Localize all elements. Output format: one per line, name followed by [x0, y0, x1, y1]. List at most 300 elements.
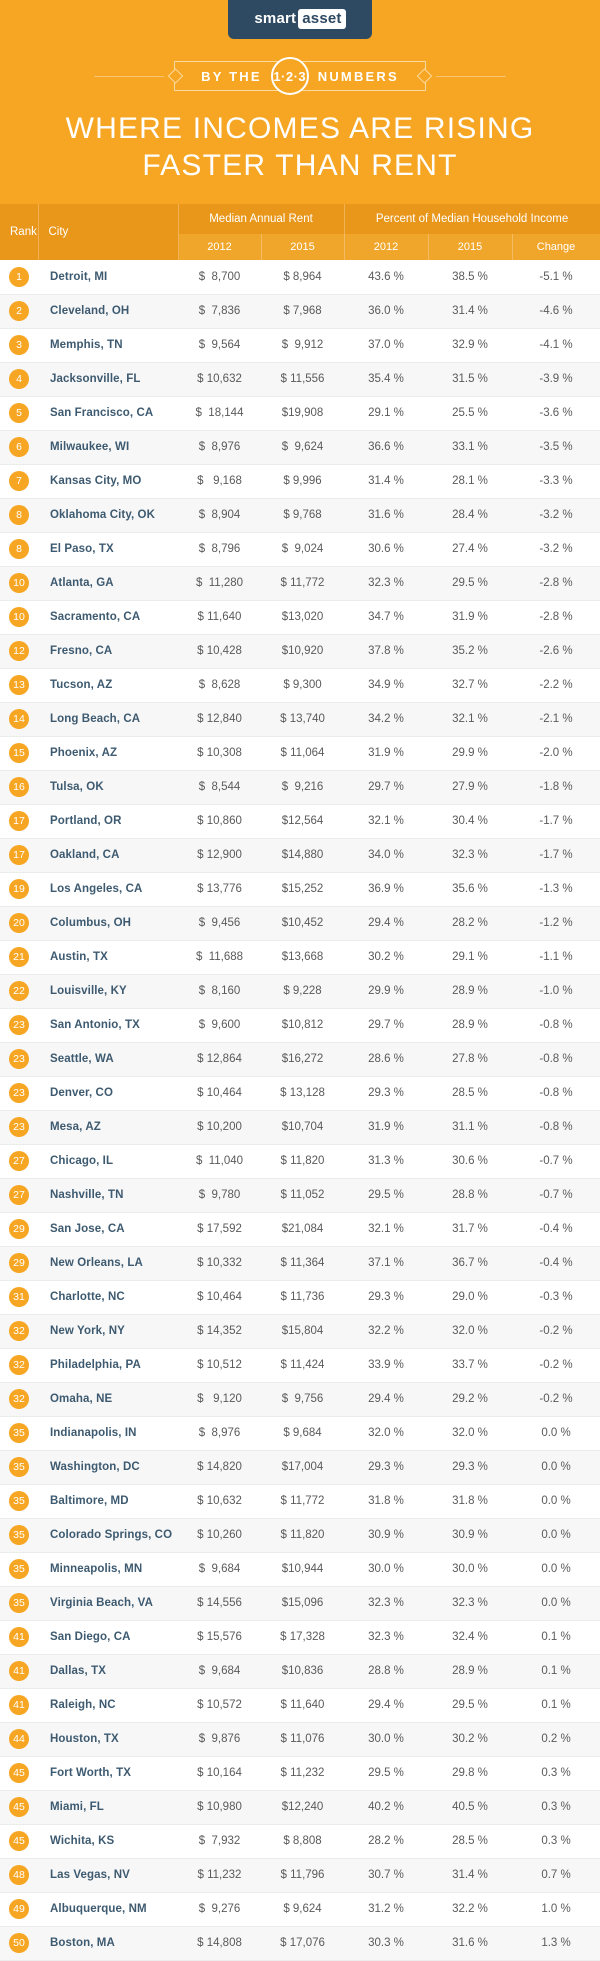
rank-badge: 23 — [9, 1083, 29, 1103]
table-row — [0, 1110, 600, 1144]
cell-city: New York, NY — [38, 1314, 178, 1348]
cell-rank — [0, 1348, 38, 1382]
header-city: City — [38, 204, 178, 260]
cell-rent-2015: $15,804 — [261, 1314, 344, 1348]
table-row — [0, 1382, 600, 1416]
cell-city: Fresno, CA — [38, 634, 178, 668]
cell-pct-2015: 29.5 % — [428, 1688, 512, 1722]
cell-pct-2015: 27.9 % — [428, 770, 512, 804]
cell-rent-2015: $ 9,756 — [261, 1382, 344, 1416]
cell-rent-2012: $ 18,144 — [178, 396, 261, 430]
cell-pct-2012: 37.1 % — [344, 1246, 428, 1280]
cell-pct-2015: 32.9 % — [428, 328, 512, 362]
cell-city: Phoenix, AZ — [38, 736, 178, 770]
cell-rank — [0, 906, 38, 940]
cell-rent-2012: $ 10,512 — [178, 1348, 261, 1382]
header-pct-2012: 2012 — [344, 234, 428, 260]
cell-rent-2015: $ 9,684 — [261, 1416, 344, 1450]
table-row — [0, 1348, 600, 1382]
cell-change: -2.1 % — [512, 702, 600, 736]
table-row — [0, 1892, 600, 1926]
cell-change: -3.2 % — [512, 532, 600, 566]
table-row — [0, 804, 600, 838]
cell-rent-2015: $ 9,228 — [261, 974, 344, 1008]
cell-rent-2012: $ 10,464 — [178, 1076, 261, 1110]
cell-pct-2015: 32.2 % — [428, 1892, 512, 1926]
cell-rent-2015: $ 11,232 — [261, 1756, 344, 1790]
cell-rent-2012: $ 8,628 — [178, 668, 261, 702]
cell-rent-2015: $ 9,768 — [261, 498, 344, 532]
table-row — [0, 702, 600, 736]
cell-change: -2.2 % — [512, 668, 600, 702]
cell-rent-2015: $ 17,328 — [261, 1620, 344, 1654]
cell-change: 0.3 % — [512, 1824, 600, 1858]
header-rent-2015: 2015 — [261, 234, 344, 260]
cell-city: Mesa, AZ — [38, 1110, 178, 1144]
cell-pct-2012: 33.9 % — [344, 1348, 428, 1382]
cell-rank — [0, 1518, 38, 1552]
cell-rent-2012: $ 12,864 — [178, 1042, 261, 1076]
cell-change: -2.0 % — [512, 736, 600, 770]
cell-pct-2015: 31.6 % — [428, 1926, 512, 1960]
cell-city: Tulsa, OK — [38, 770, 178, 804]
rank-badge: 27 — [9, 1185, 29, 1205]
cell-rent-2012: $ 7,932 — [178, 1824, 261, 1858]
cell-rent-2015: $ 9,216 — [261, 770, 344, 804]
cell-rent-2015: $ 7,968 — [261, 294, 344, 328]
cell-pct-2012: 36.6 % — [344, 430, 428, 464]
cell-pct-2015: 29.5 % — [428, 566, 512, 600]
cell-change: -2.8 % — [512, 600, 600, 634]
cell-change: -3.3 % — [512, 464, 600, 498]
cell-rank — [0, 1790, 38, 1824]
cell-change: -3.6 % — [512, 396, 600, 430]
cell-pct-2015: 28.2 % — [428, 906, 512, 940]
cell-pct-2015: 27.8 % — [428, 1042, 512, 1076]
cell-pct-2015: 32.0 % — [428, 1416, 512, 1450]
logo-smart-text: smart — [254, 10, 297, 27]
cell-rent-2012: $ 9,684 — [178, 1654, 261, 1688]
cell-rent-2015: $13,020 — [261, 600, 344, 634]
cell-change: 0.0 % — [512, 1586, 600, 1620]
cell-rent-2015: $12,564 — [261, 804, 344, 838]
table-row — [0, 1654, 600, 1688]
cell-rent-2015: $ 11,820 — [261, 1518, 344, 1552]
rank-badge: 20 — [9, 913, 29, 933]
rank-badge: 35 — [9, 1559, 29, 1579]
cell-rent-2012: $ 8,796 — [178, 532, 261, 566]
logo-asset-text: asset — [298, 9, 345, 29]
table-row — [0, 872, 600, 906]
rank-badge: 35 — [9, 1491, 29, 1511]
header-rent-2012: 2012 — [178, 234, 261, 260]
table-row — [0, 1280, 600, 1314]
table-header — [0, 204, 600, 260]
cell-rent-2015: $19,908 — [261, 396, 344, 430]
cell-pct-2015: 40.5 % — [428, 1790, 512, 1824]
rank-badge: 48 — [9, 1865, 29, 1885]
cell-rent-2012: $ 9,276 — [178, 1892, 261, 1926]
cell-change: -3.9 % — [512, 362, 600, 396]
cell-city: Fort Worth, TX — [38, 1756, 178, 1790]
rank-badge: 2 — [9, 301, 29, 321]
cell-rank — [0, 1484, 38, 1518]
cell-rank — [0, 1110, 38, 1144]
header — [0, 0, 600, 204]
cell-rent-2012: $ 11,640 — [178, 600, 261, 634]
table-row — [0, 396, 600, 430]
cell-rent-2015: $ 11,772 — [261, 1484, 344, 1518]
cell-rent-2015: $ 9,300 — [261, 668, 344, 702]
cell-pct-2012: 29.3 % — [344, 1280, 428, 1314]
cell-rent-2012: $ 14,352 — [178, 1314, 261, 1348]
table-row — [0, 940, 600, 974]
cell-pct-2012: 30.7 % — [344, 1858, 428, 1892]
cell-pct-2015: 28.5 % — [428, 1076, 512, 1110]
rank-badge: 13 — [9, 675, 29, 695]
cell-rank — [0, 838, 38, 872]
by-the-numbers-ribbon — [0, 61, 600, 91]
cell-pct-2012: 31.8 % — [344, 1484, 428, 1518]
page-title-line1: WHERE INCOMES ARE RISING — [65, 112, 535, 145]
cell-pct-2015: 29.3 % — [428, 1450, 512, 1484]
cell-rank — [0, 1824, 38, 1858]
cell-rent-2012: $ 11,232 — [178, 1858, 261, 1892]
page-title — [20, 111, 580, 184]
cell-rank — [0, 532, 38, 566]
cell-city: Denver, CO — [38, 1076, 178, 1110]
rank-badge: 41 — [9, 1627, 29, 1647]
cell-city: San Jose, CA — [38, 1212, 178, 1246]
cell-city: Raleigh, NC — [38, 1688, 178, 1722]
cell-rent-2012: $ 13,776 — [178, 872, 261, 906]
table-row — [0, 1008, 600, 1042]
cell-rank — [0, 1688, 38, 1722]
cell-rank — [0, 974, 38, 1008]
cell-pct-2012: 36.0 % — [344, 294, 428, 328]
cell-change: 0.0 % — [512, 1518, 600, 1552]
ribbon-line-right — [436, 76, 506, 77]
cell-pct-2015: 33.7 % — [428, 1348, 512, 1382]
cell-rent-2015: $ 9,996 — [261, 464, 344, 498]
cell-city: El Paso, TX — [38, 532, 178, 566]
cell-change: -0.8 % — [512, 1042, 600, 1076]
cell-change: 0.3 % — [512, 1756, 600, 1790]
cell-city: Baltimore, MD — [38, 1484, 178, 1518]
cell-pct-2012: 34.2 % — [344, 702, 428, 736]
table-row — [0, 1178, 600, 1212]
cell-rent-2015: $17,004 — [261, 1450, 344, 1484]
cell-rent-2012: $ 10,632 — [178, 362, 261, 396]
cell-rank — [0, 1246, 38, 1280]
cell-rent-2015: $10,452 — [261, 906, 344, 940]
cell-city: Boston, MA — [38, 1926, 178, 1960]
cell-rent-2015: $ 11,424 — [261, 1348, 344, 1382]
cell-city: Dallas, TX — [38, 1654, 178, 1688]
cell-pct-2012: 29.7 % — [344, 1008, 428, 1042]
rank-badge: 29 — [9, 1253, 29, 1273]
cell-pct-2012: 30.6 % — [344, 532, 428, 566]
cell-change: -0.7 % — [512, 1178, 600, 1212]
cell-rent-2012: $ 17,592 — [178, 1212, 261, 1246]
rank-badge: 50 — [9, 1933, 29, 1953]
table-row — [0, 1144, 600, 1178]
cell-rent-2012: $ 10,332 — [178, 1246, 261, 1280]
cell-rent-2015: $ 9,024 — [261, 532, 344, 566]
cell-city: Cleveland, OH — [38, 294, 178, 328]
rank-badge: 32 — [9, 1321, 29, 1341]
rank-badge: 15 — [9, 743, 29, 763]
rank-badge: 23 — [9, 1117, 29, 1137]
cell-change: -1.8 % — [512, 770, 600, 804]
cell-rent-2015: $14,880 — [261, 838, 344, 872]
cell-rent-2015: $12,240 — [261, 1790, 344, 1824]
cell-city: San Antonio, TX — [38, 1008, 178, 1042]
cell-rank — [0, 328, 38, 362]
page-title-line2: FASTER THAN RENT — [142, 148, 458, 182]
cell-rent-2012: $ 8,544 — [178, 770, 261, 804]
rank-badge: 7 — [9, 471, 29, 491]
rank-badge: 10 — [9, 607, 29, 627]
rank-badge: 44 — [9, 1729, 29, 1749]
cell-change: -1.0 % — [512, 974, 600, 1008]
brand-logo — [0, 0, 600, 39]
rank-badge: 23 — [9, 1049, 29, 1069]
cell-rent-2015: $21,084 — [261, 1212, 344, 1246]
cell-pct-2012: 40.2 % — [344, 1790, 428, 1824]
cell-pct-2012: 29.5 % — [344, 1178, 428, 1212]
cell-rank — [0, 1858, 38, 1892]
table-row — [0, 668, 600, 702]
cell-pct-2012: 34.0 % — [344, 838, 428, 872]
ribbon-band — [174, 61, 426, 91]
rank-badge: 1 — [9, 267, 29, 287]
cell-city: Philadelphia, PA — [38, 1348, 178, 1382]
cell-pct-2012: 29.3 % — [344, 1450, 428, 1484]
cell-pct-2015: 30.9 % — [428, 1518, 512, 1552]
cell-rent-2012: $ 8,160 — [178, 974, 261, 1008]
cell-rent-2012: $ 8,700 — [178, 260, 261, 294]
cell-rent-2015: $ 11,076 — [261, 1722, 344, 1756]
cell-pct-2012: 29.4 % — [344, 1688, 428, 1722]
cell-rent-2012: $ 10,464 — [178, 1280, 261, 1314]
cell-city: Seattle, WA — [38, 1042, 178, 1076]
cell-rent-2012: $ 14,820 — [178, 1450, 261, 1484]
cell-city: Houston, TX — [38, 1722, 178, 1756]
cell-pct-2015: 32.4 % — [428, 1620, 512, 1654]
cell-city: Tucson, AZ — [38, 668, 178, 702]
cell-pct-2012: 32.0 % — [344, 1416, 428, 1450]
rank-badge: 22 — [9, 981, 29, 1001]
cell-rank — [0, 1212, 38, 1246]
cell-rent-2015: $ 13,740 — [261, 702, 344, 736]
cell-pct-2012: 29.4 % — [344, 906, 428, 940]
cell-pct-2012: 35.4 % — [344, 362, 428, 396]
cell-pct-2012: 30.3 % — [344, 1926, 428, 1960]
cell-pct-2012: 36.9 % — [344, 872, 428, 906]
cell-rent-2012: $ 7,836 — [178, 294, 261, 328]
table-row — [0, 1790, 600, 1824]
cell-pct-2015: 31.5 % — [428, 362, 512, 396]
table-row — [0, 1212, 600, 1246]
cell-change: -1.2 % — [512, 906, 600, 940]
cell-pct-2015: 31.9 % — [428, 600, 512, 634]
rank-badge: 41 — [9, 1661, 29, 1681]
table-row — [0, 1926, 600, 1960]
cell-pct-2015: 31.4 % — [428, 294, 512, 328]
cell-rank — [0, 1042, 38, 1076]
cell-city: Oklahoma City, OK — [38, 498, 178, 532]
cell-rent-2012: $ 9,600 — [178, 1008, 261, 1042]
cell-city: Austin, TX — [38, 940, 178, 974]
cell-city: Milwaukee, WI — [38, 430, 178, 464]
cell-rent-2015: $10,944 — [261, 1552, 344, 1586]
cell-pct-2012: 30.0 % — [344, 1552, 428, 1586]
cell-pct-2012: 31.4 % — [344, 464, 428, 498]
cell-pct-2012: 31.3 % — [344, 1144, 428, 1178]
rank-badge: 8 — [9, 505, 29, 525]
cell-change: -4.6 % — [512, 294, 600, 328]
cell-rent-2012: $ 8,904 — [178, 498, 261, 532]
cell-change: 0.0 % — [512, 1552, 600, 1586]
cell-change: 0.0 % — [512, 1484, 600, 1518]
cell-rank — [0, 600, 38, 634]
cell-pct-2012: 31.9 % — [344, 1110, 428, 1144]
cell-city: Washington, DC — [38, 1450, 178, 1484]
rank-badge: 35 — [9, 1457, 29, 1477]
cell-city: Atlanta, GA — [38, 566, 178, 600]
cell-rent-2012: $ 10,428 — [178, 634, 261, 668]
cell-rent-2012: $ 10,572 — [178, 1688, 261, 1722]
cell-city: Memphis, TN — [38, 328, 178, 362]
cell-pct-2012: 37.0 % — [344, 328, 428, 362]
table-body — [0, 260, 600, 1960]
rank-badge: 21 — [9, 947, 29, 967]
cell-change: -0.2 % — [512, 1382, 600, 1416]
table-row — [0, 600, 600, 634]
rank-badge: 4 — [9, 369, 29, 389]
rank-badge: 5 — [9, 403, 29, 423]
cell-pct-2015: 30.0 % — [428, 1552, 512, 1586]
rank-badge: 35 — [9, 1525, 29, 1545]
rank-badge: 16 — [9, 777, 29, 797]
cell-pct-2015: 32.0 % — [428, 1314, 512, 1348]
table-row — [0, 770, 600, 804]
cell-change: -1.7 % — [512, 838, 600, 872]
cell-pct-2012: 32.2 % — [344, 1314, 428, 1348]
cell-rent-2015: $ 8,964 — [261, 260, 344, 294]
cell-rank — [0, 1314, 38, 1348]
cell-pct-2015: 32.3 % — [428, 1586, 512, 1620]
cell-pct-2012: 29.4 % — [344, 1382, 428, 1416]
cell-change: -1.7 % — [512, 804, 600, 838]
cell-pct-2012: 28.2 % — [344, 1824, 428, 1858]
cell-pct-2015: 28.4 % — [428, 498, 512, 532]
cell-change: 0.3 % — [512, 1790, 600, 1824]
table-row — [0, 294, 600, 328]
cell-rank — [0, 702, 38, 736]
cell-city: Sacramento, CA — [38, 600, 178, 634]
cell-rank — [0, 634, 38, 668]
cell-change: -2.8 % — [512, 566, 600, 600]
cell-rank — [0, 1382, 38, 1416]
table-row — [0, 464, 600, 498]
rank-badge: 27 — [9, 1151, 29, 1171]
cell-pct-2015: 29.2 % — [428, 1382, 512, 1416]
header-group-percent-income: Percent of Median Household Income — [344, 204, 600, 234]
cell-rank — [0, 396, 38, 430]
cell-pct-2012: 32.3 % — [344, 1586, 428, 1620]
cell-pct-2012: 32.1 % — [344, 804, 428, 838]
cell-pct-2012: 30.0 % — [344, 1722, 428, 1756]
cell-rent-2015: $ 9,912 — [261, 328, 344, 362]
table-row — [0, 362, 600, 396]
cell-pct-2015: 38.5 % — [428, 260, 512, 294]
cell-rent-2012: $ 12,900 — [178, 838, 261, 872]
cell-rank — [0, 1654, 38, 1688]
cell-pct-2012: 34.7 % — [344, 600, 428, 634]
cell-pct-2015: 27.4 % — [428, 532, 512, 566]
rank-badge: 6 — [9, 437, 29, 457]
cell-rent-2012: $ 11,040 — [178, 1144, 261, 1178]
cell-change: 0.0 % — [512, 1416, 600, 1450]
cell-change: -0.2 % — [512, 1314, 600, 1348]
cell-rank — [0, 1722, 38, 1756]
cell-pct-2015: 28.8 % — [428, 1178, 512, 1212]
cell-rent-2015: $ 11,796 — [261, 1858, 344, 1892]
cell-rent-2012: $ 9,120 — [178, 1382, 261, 1416]
rank-badge: 17 — [9, 811, 29, 831]
table-row — [0, 1620, 600, 1654]
cell-city: Virginia Beach, VA — [38, 1586, 178, 1620]
table-row — [0, 328, 600, 362]
cell-rent-2015: $ 11,064 — [261, 736, 344, 770]
cell-rank — [0, 770, 38, 804]
table-row — [0, 1586, 600, 1620]
header-group-median-rent: Median Annual Rent — [178, 204, 344, 234]
cell-rent-2012: $ 9,564 — [178, 328, 261, 362]
cell-change: 0.2 % — [512, 1722, 600, 1756]
cell-pct-2015: 25.5 % — [428, 396, 512, 430]
cell-pct-2015: 28.1 % — [428, 464, 512, 498]
cell-city: Portland, OR — [38, 804, 178, 838]
cell-pct-2012: 30.2 % — [344, 940, 428, 974]
cell-city: Omaha, NE — [38, 1382, 178, 1416]
cell-pct-2015: 29.8 % — [428, 1756, 512, 1790]
cell-rank — [0, 362, 38, 396]
cell-city: New Orleans, LA — [38, 1246, 178, 1280]
table-row — [0, 1246, 600, 1280]
cell-pct-2015: 28.9 % — [428, 1654, 512, 1688]
cell-change: -4.1 % — [512, 328, 600, 362]
cell-change: -0.3 % — [512, 1280, 600, 1314]
cell-change: -0.4 % — [512, 1246, 600, 1280]
cell-city: Columbus, OH — [38, 906, 178, 940]
cell-city: Louisville, KY — [38, 974, 178, 1008]
cell-change: 0.1 % — [512, 1620, 600, 1654]
table-row — [0, 1552, 600, 1586]
cell-rent-2012: $ 14,556 — [178, 1586, 261, 1620]
cell-change: -0.4 % — [512, 1212, 600, 1246]
cell-pct-2015: 31.8 % — [428, 1484, 512, 1518]
table-row — [0, 1416, 600, 1450]
cell-city: Chicago, IL — [38, 1144, 178, 1178]
table-row — [0, 1518, 600, 1552]
cell-pct-2012: 29.9 % — [344, 974, 428, 1008]
cell-rank — [0, 1586, 38, 1620]
cell-rent-2015: $16,272 — [261, 1042, 344, 1076]
cell-rank — [0, 1450, 38, 1484]
